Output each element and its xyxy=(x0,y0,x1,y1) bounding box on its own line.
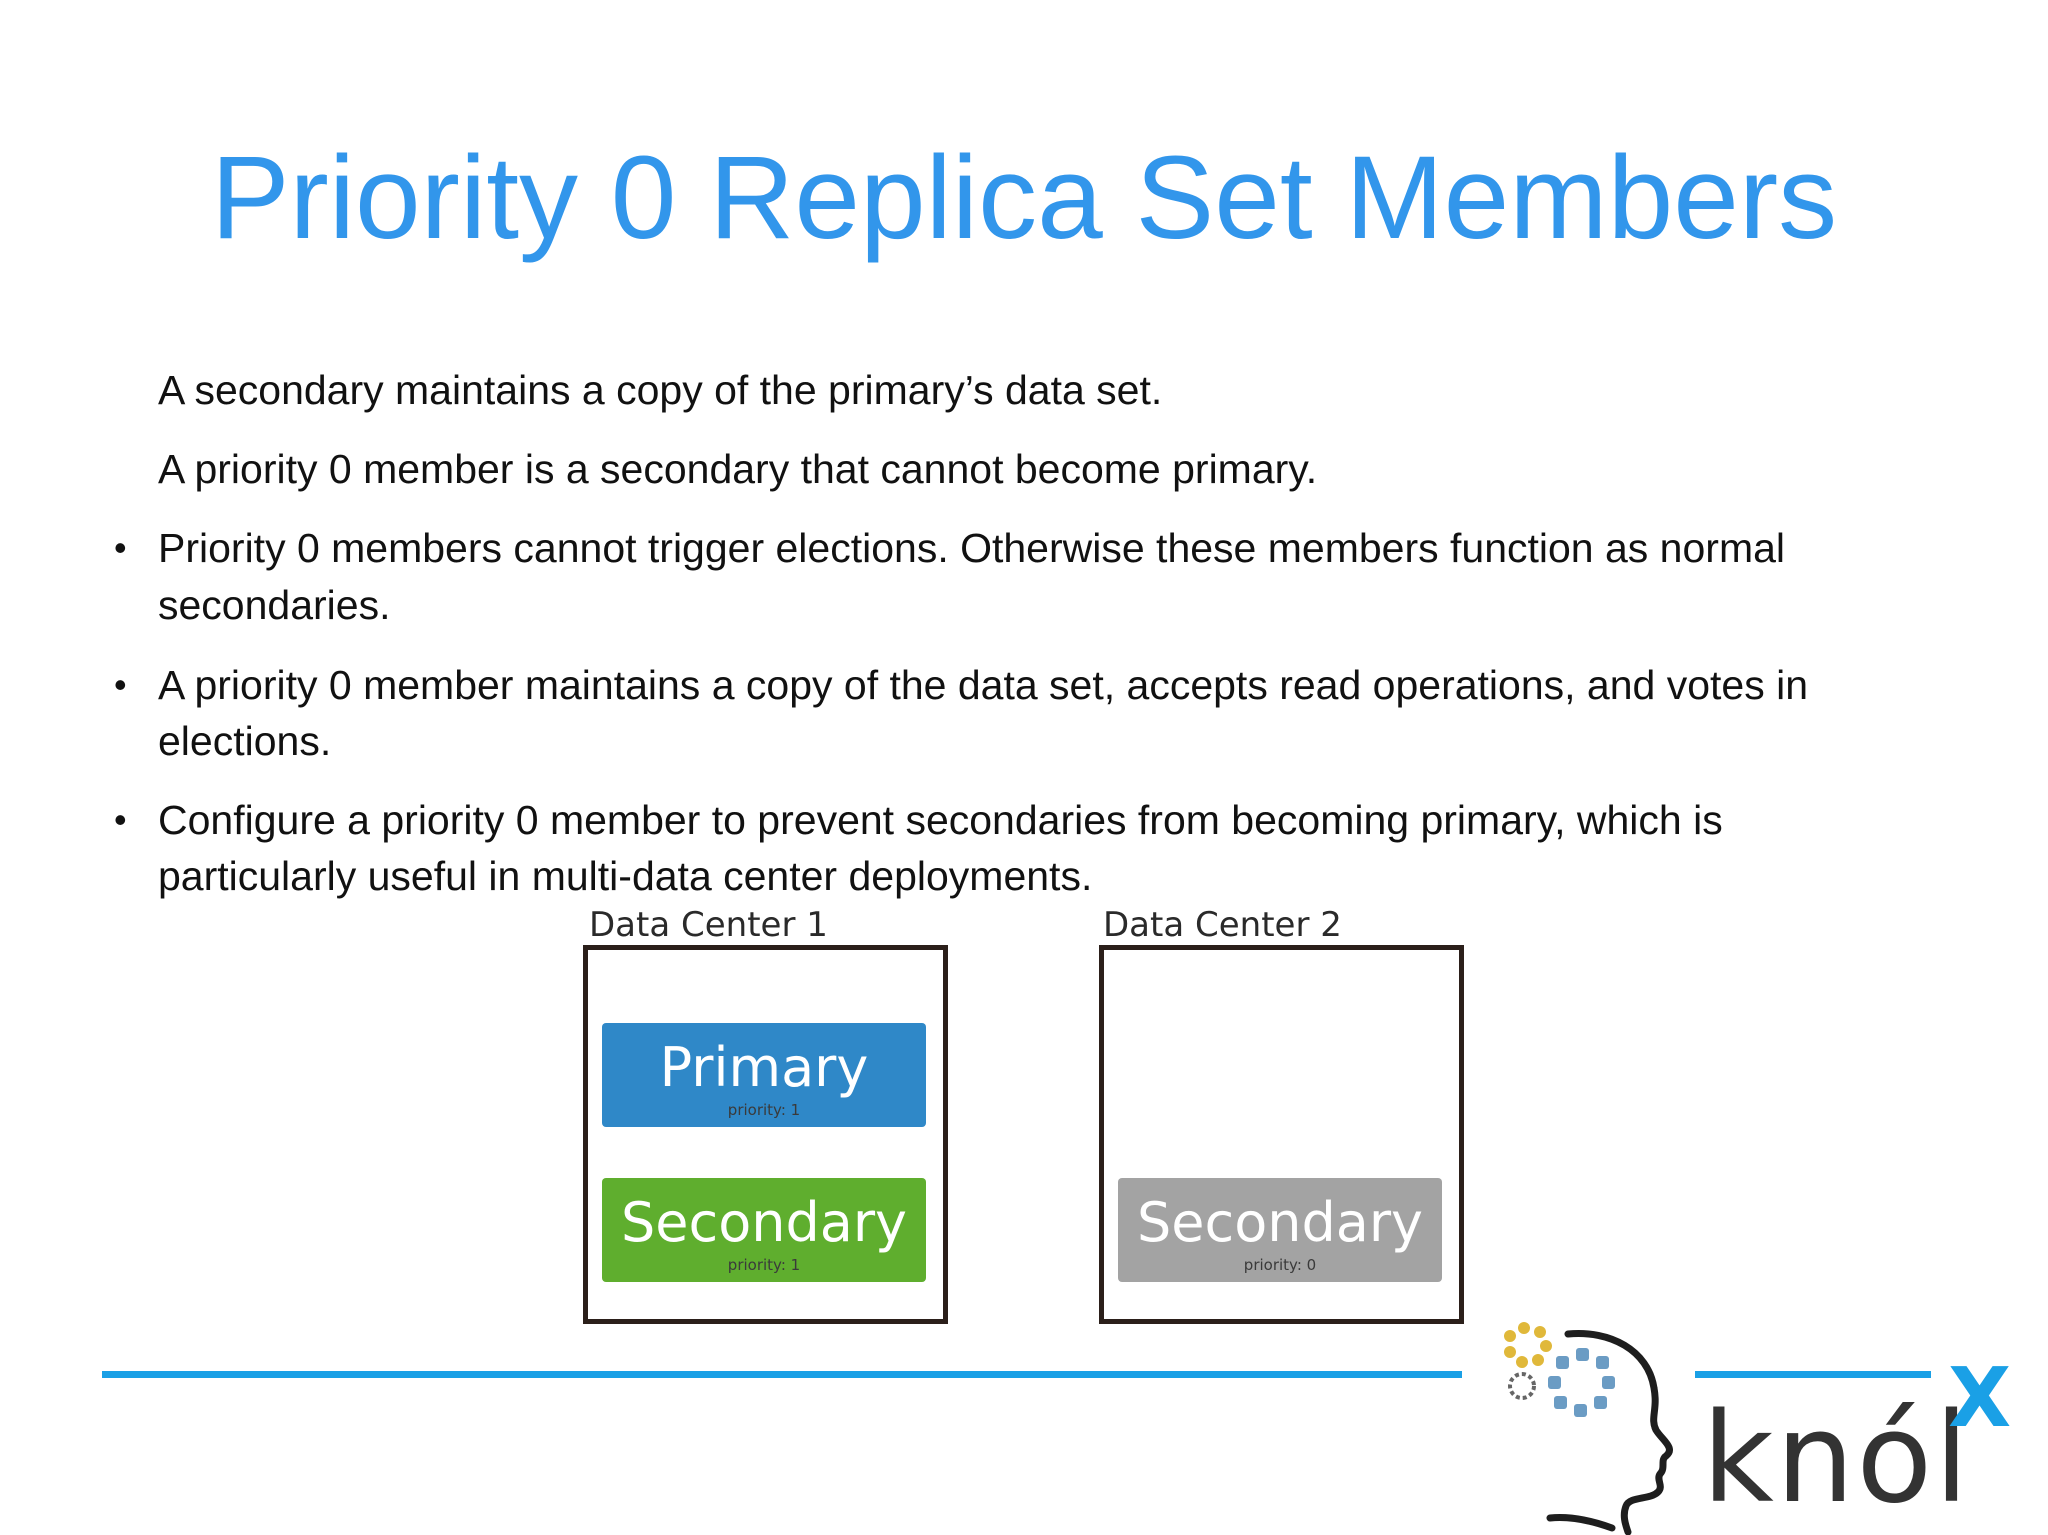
node-role-label: Primary xyxy=(659,1036,869,1099)
data-center-2-label: Data Center 2 xyxy=(1103,905,1342,945)
data-center-1-box xyxy=(583,945,948,1324)
node-role-label: Secondary xyxy=(621,1191,907,1254)
bullet-3-line-1: Configure a priority 0 member to prevent secondaries from becoming primary, which is xyxy=(158,797,1723,843)
bullet-1-line-1: Priority 0 members cannot trigger elections. Otherwise these members function as normal xyxy=(158,525,1786,571)
secondary-node-dc2 xyxy=(1118,1178,1442,1282)
knolx-head-logo-icon xyxy=(1480,1310,1700,1535)
primary-node xyxy=(602,1023,926,1127)
intro-line-2: A priority 0 member is a secondary that cannot become primary. xyxy=(158,446,1318,492)
secondary-node-dc1 xyxy=(602,1178,926,1282)
node-priority-label: priority: 1 xyxy=(727,1101,801,1119)
bullet-marker-1: • xyxy=(114,527,127,568)
node-priority-label: priority: 1 xyxy=(727,1256,801,1274)
node-priority-label: priority: 0 xyxy=(1243,1256,1317,1274)
knolx-logo-superscript: X xyxy=(1948,1351,2012,1446)
footer-rule-right xyxy=(1695,1371,1931,1378)
bullet-marker-3: • xyxy=(114,799,127,840)
footer-rule-left xyxy=(102,1371,1462,1378)
bullet-2-line-1: A priority 0 member maintains a copy of the data set, accepts read operations, and votes in xyxy=(158,662,1809,708)
bullet-3-line-2: particularly useful in multi-data center deployments. xyxy=(158,853,1093,899)
data-center-1-label: Data Center 1 xyxy=(589,905,828,945)
node-role-label: Secondary xyxy=(1137,1191,1423,1254)
bullet-2-line-2: elections. xyxy=(158,718,332,764)
bullet-marker-2: • xyxy=(114,664,127,705)
slide-title: Priority 0 Replica Set Members xyxy=(210,132,1838,264)
knolx-logo-text: knól xyxy=(1702,1387,1971,1531)
data-center-2-box xyxy=(1099,945,1464,1324)
intro-line-1: A secondary maintains a copy of the primary’s data set. xyxy=(158,367,1163,413)
bullet-1-line-2: secondaries. xyxy=(158,582,391,628)
